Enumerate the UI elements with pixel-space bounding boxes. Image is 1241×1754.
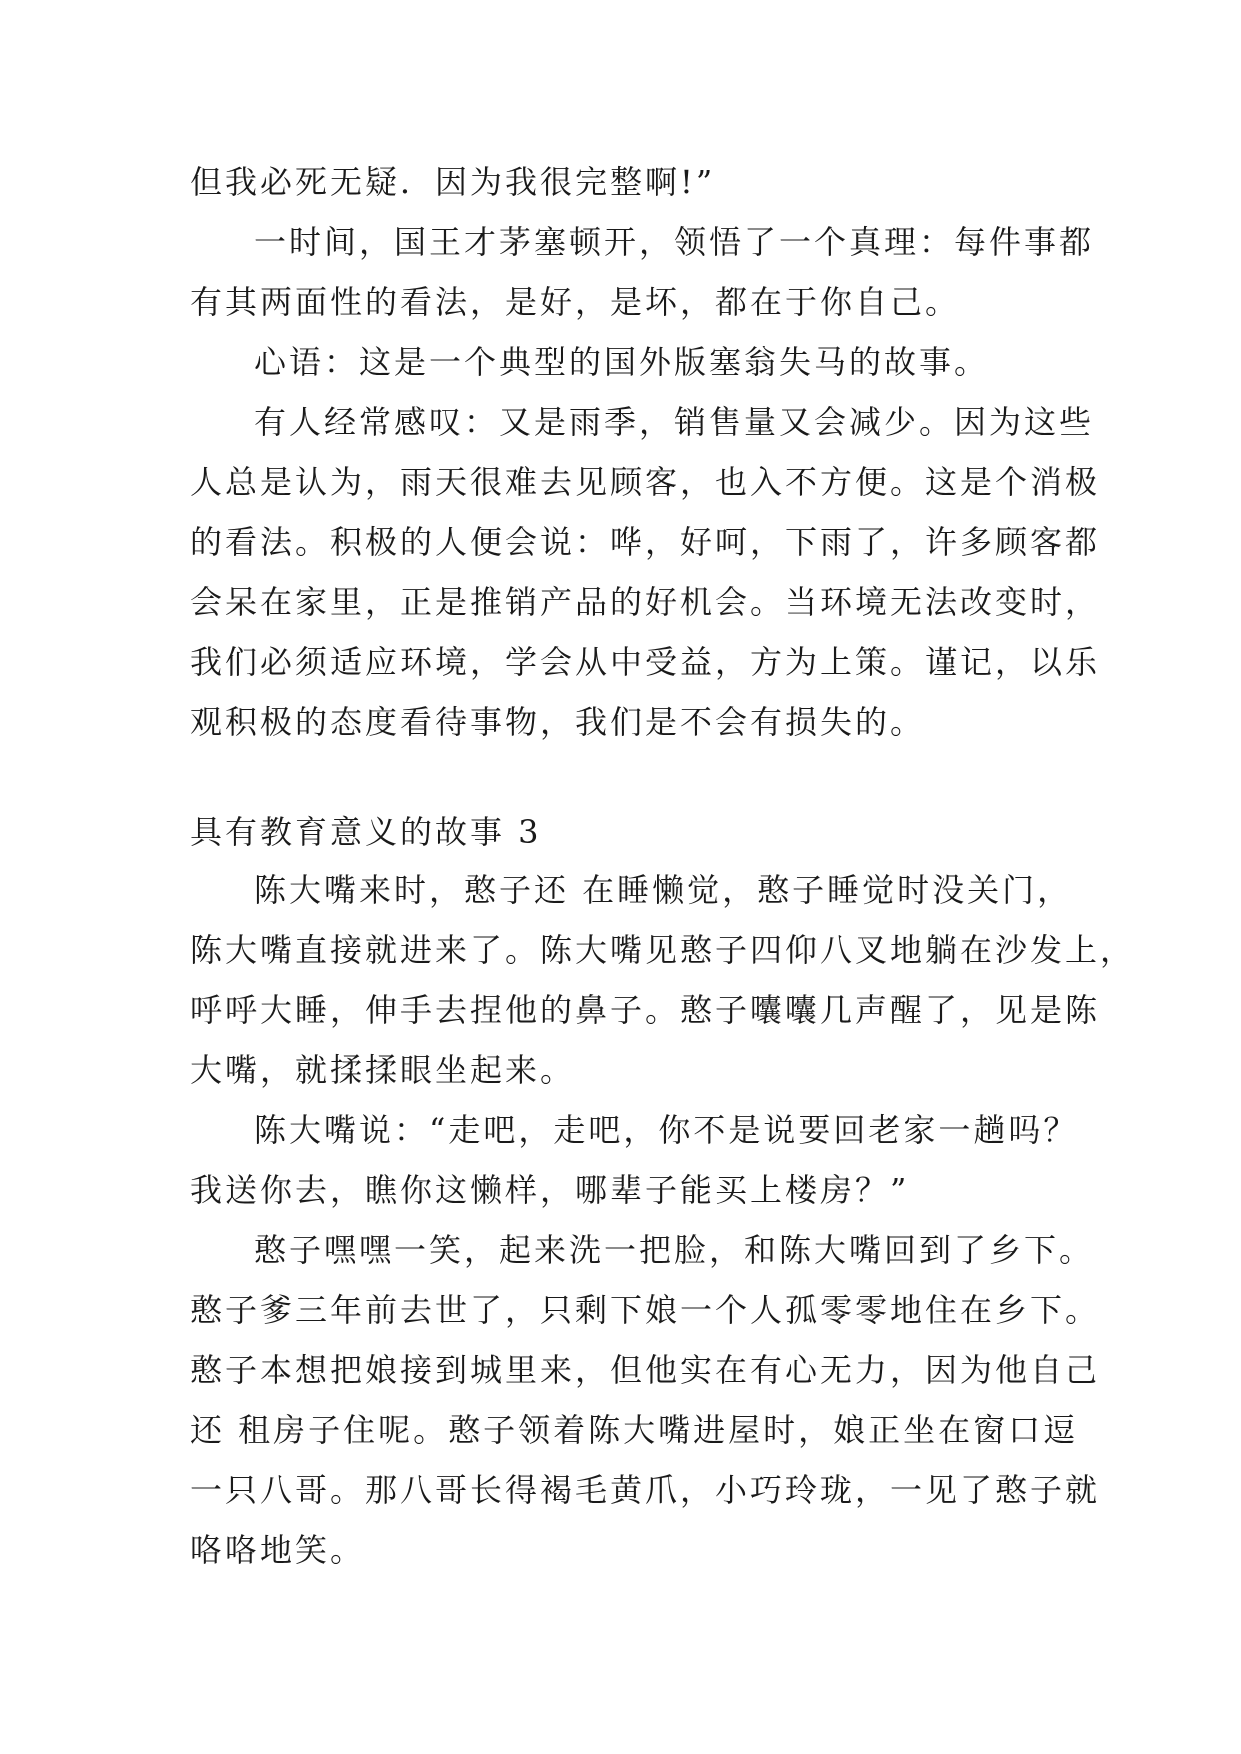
text-line: 还 租房子住呢。憨子领着陈大嘴进屋时，娘正坐在窗口逗 (190, 1411, 1079, 1449)
text-line: 一时间，国王才茅塞顿开，领悟了一个真理：每件事都 (254, 223, 1095, 261)
text-line: 有其两面性的看法，是好，是坏，都在于你自己。 (190, 283, 961, 321)
text-line: 心语：这是一个典型的国外版塞翁失马的故事。 (254, 343, 990, 381)
text-line: 一只八哥。那八哥长得褐毛黄爪，小巧玲珑，一见了憨子就 (190, 1471, 1101, 1509)
text-line: 但我必死无疑．因为我很完整啊!” (190, 163, 716, 201)
text-line: 我们必须适应环境，学会从中受益，方为上策。谨记，以乐 (190, 643, 1101, 681)
text-line: 观积极的态度看待事物，我们是不会有损失的。 (190, 703, 926, 741)
text-line: 陈大嘴直接就进来了。陈大嘴见憨子四仰八叉地躺在沙发上， (190, 931, 1136, 969)
text-line: 陈大嘴说：“走吧，走吧，你不是说要回老家一趟吗？ (254, 1111, 1079, 1149)
text-line: 的看法。积极的人便会说：哗，好呵，下雨了，许多顾客都 (190, 523, 1101, 561)
text-line: 陈大嘴来时，憨子还 在睡懒觉，憨子睡觉时没关门， (254, 871, 1073, 909)
text-line: 咯咯地笑。 (190, 1531, 366, 1569)
text-line: 呼呼大睡，伸手去捏他的鼻子。憨子囔囔几声醒了，见是陈 (190, 991, 1101, 1029)
text-line: 人总是认为，雨天很难去见顾客，也入不方便。这是个消极 (190, 463, 1101, 501)
text-line: 会呆在家里，正是推销产品的好机会。当环境无法改变时， (190, 583, 1101, 621)
text-line: 憨子本想把娘接到城里来，但他实在有心无力，因为他自己 (190, 1351, 1101, 1389)
text-line: 憨子嘿嘿一笑，起来洗一把脸，和陈大嘴回到了乡下。 (254, 1231, 1095, 1269)
text-line: 我送你去，瞧你这懒样，哪辈子能买上楼房？” (190, 1171, 910, 1209)
text-line: 大嘴，就揉揉眼坐起来。 (190, 1051, 576, 1089)
text-line: 憨子爹三年前去世了，只剩下娘一个人孤零零地住在乡下。 (190, 1291, 1101, 1329)
text-line: 有人经常感叹：又是雨季，销售量又会减少。因为这些 (254, 403, 1095, 441)
section-heading: 具有教育意义的故事 3 (190, 813, 542, 851)
